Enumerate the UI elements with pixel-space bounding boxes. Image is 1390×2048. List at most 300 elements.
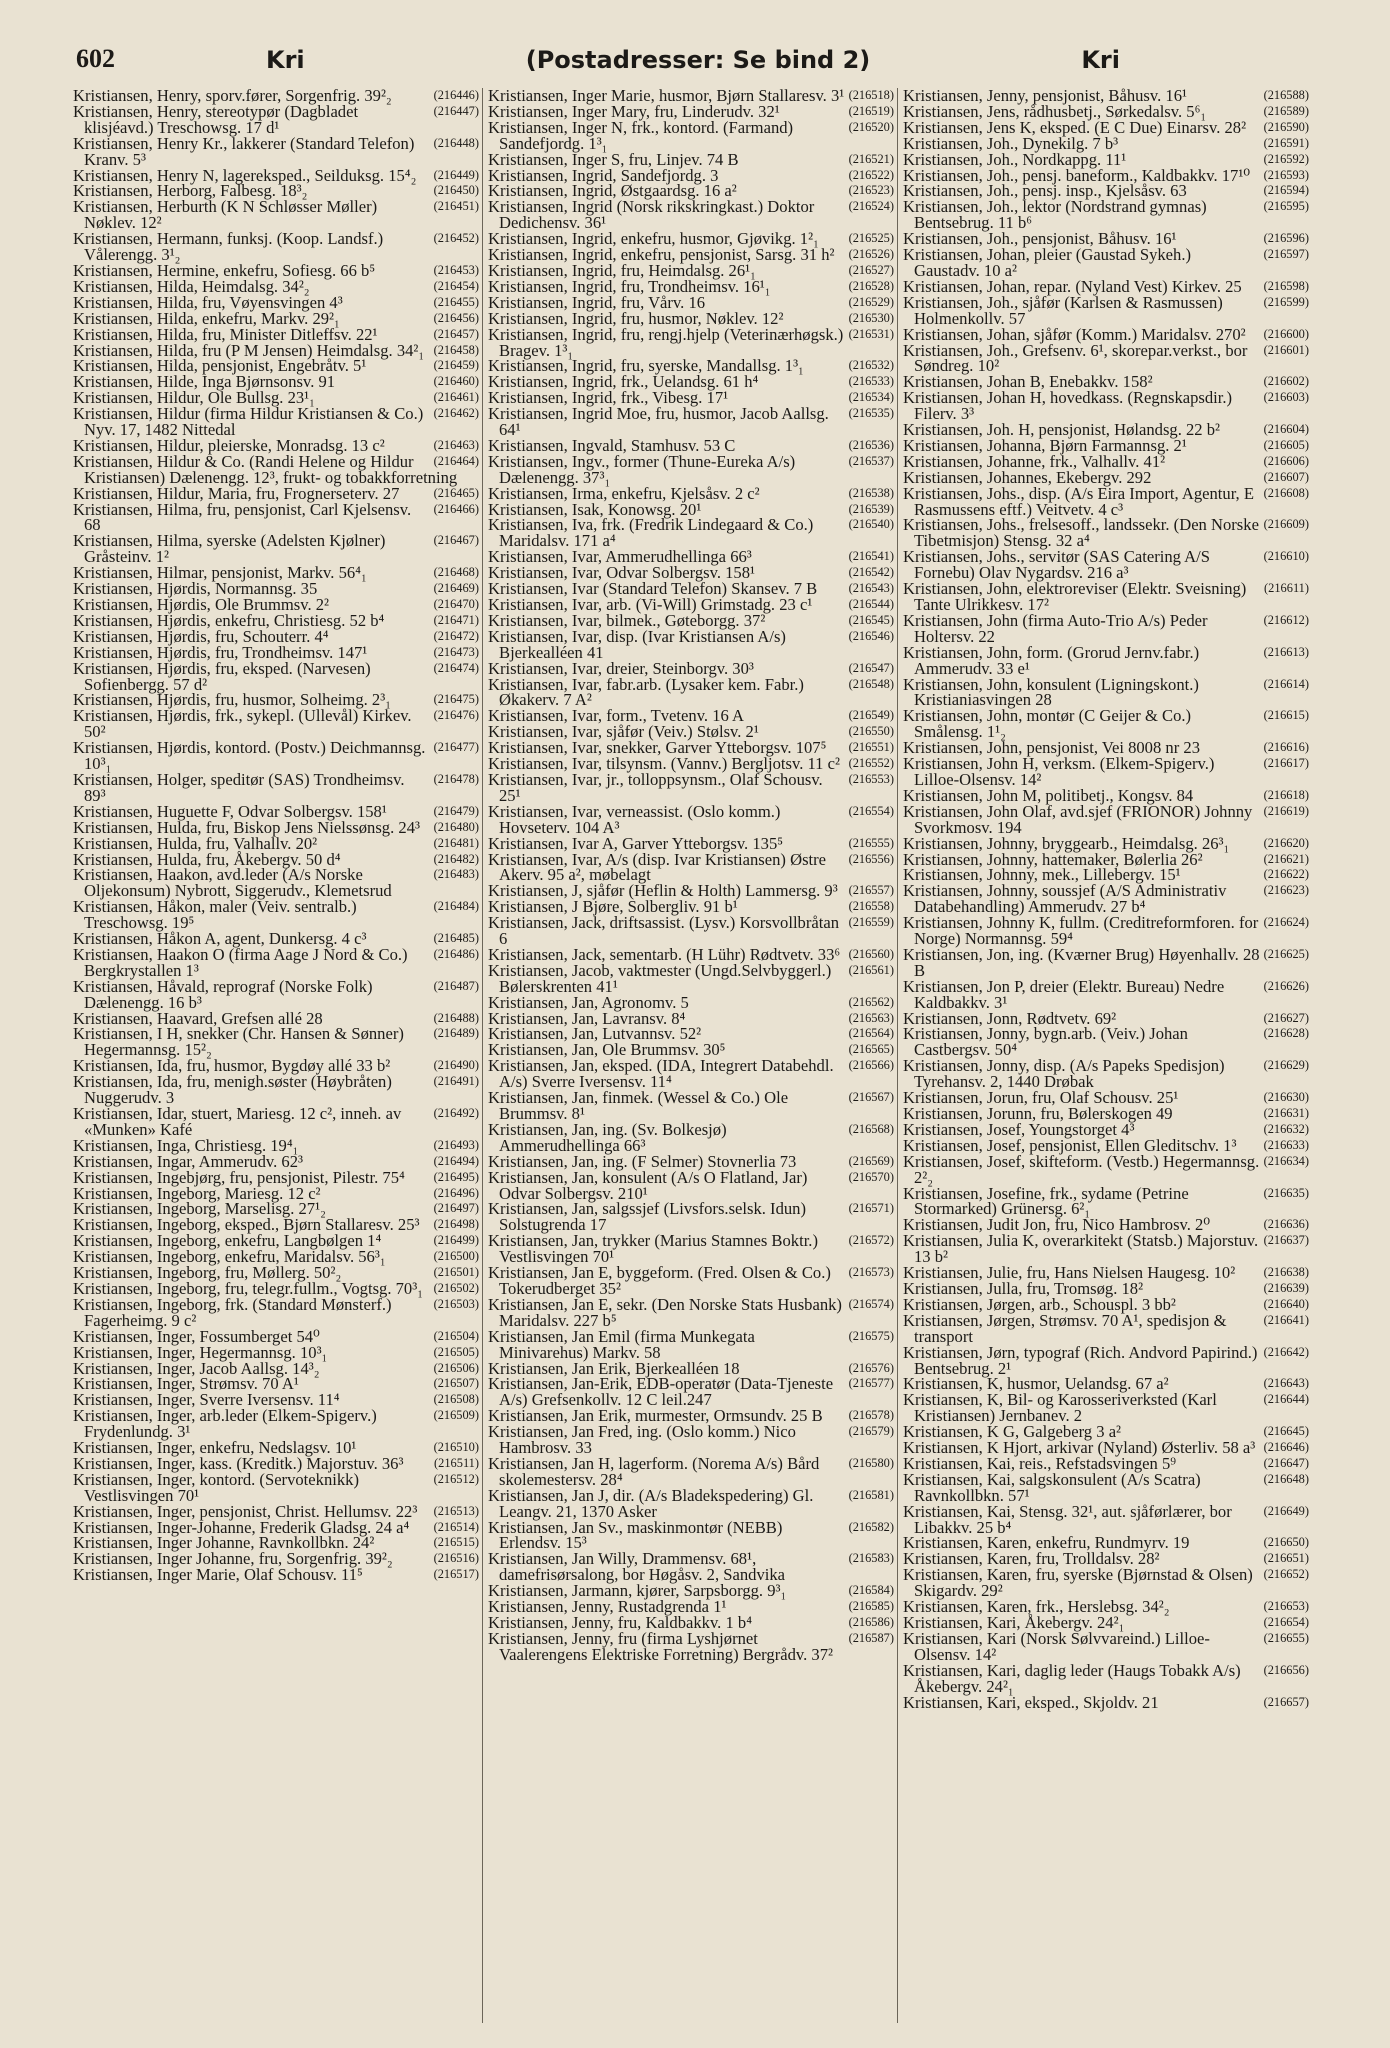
entry-text: Kristiansen, Jack, driftsassist. (Lysv.) Korsvollbråtan 6 [488, 913, 840, 949]
entry-text: Kristiansen, Jan, salgssjef (Livsfors.selsk. Idun) Solstugrenda 17 [488, 1199, 806, 1235]
entry-number: (216590) [1263, 119, 1309, 134]
entry-text: Kristiansen, Ingeborg, fru, Møllerg. 50²₂ [73, 1263, 342, 1283]
entry-text: Kristiansen, Inger, arb.leder (Elkem-Spigerv.) Frydenlundg. 3¹ [73, 1406, 377, 1442]
entry-text: Kristiansen, Josef, pensjonist, Ellen Gleditschv. 1³ [903, 1135, 1237, 1155]
entry-number: (216501) [433, 1265, 479, 1280]
entry-number: (216612) [1263, 612, 1309, 627]
entry-number: (216499) [433, 1233, 479, 1248]
entry-text: Kristiansen, Ingeborg, fru, telegr.fullm., Vogtsg. 70³₁ [73, 1278, 423, 1298]
directory-entry [903, 1151, 1309, 1187]
directory-entry [488, 1201, 894, 1233]
entry-number: (216585) [848, 1599, 894, 1614]
entry-number: (216565) [848, 1042, 894, 1057]
directory-entry [73, 740, 479, 772]
entry-number: (216540) [848, 517, 894, 532]
entry-text: Kristiansen, Kai, salgskonsulent (A/s Scatra) Ravnkollbkn. 57¹ [903, 1469, 1201, 1505]
entry-number: (216619) [1263, 803, 1309, 818]
directory-entry [488, 1119, 894, 1155]
entry-text: Kristiansen, Ingrid, fru, Heimdalsg. 26¹₁ [488, 260, 756, 280]
entry-text: Kristiansen, Kari (Norsk Sølvvareind.) Lilloe-Olsensv. 14² [903, 1628, 1210, 1664]
entry-number: (216631) [1263, 1106, 1309, 1120]
entry-text: Kristiansen, Ivar, bilmek., Gøteborgg. 37² [488, 610, 766, 630]
entry-number: (216515) [433, 1535, 479, 1550]
entry-text: Kristiansen, Ivar, dreier, Steinborgv. 30³ [488, 658, 754, 678]
entry-number: (216531) [848, 326, 894, 341]
directory-entry [488, 324, 894, 360]
entry-number: (216518) [848, 88, 894, 102]
entry-text: Kristiansen, Hilda, pensjonist, Engebråtv. 5¹ [73, 356, 367, 376]
entry-text: Kristiansen, Ivar, fabr.arb. (Lysaker kem. Fabr.) Økakerv. 7 A² [488, 674, 804, 710]
entry-text: Kristiansen, Hilda, fru, Minister Ditleffsv. 22¹ [73, 324, 378, 344]
entry-number: (216639) [1263, 1280, 1309, 1295]
entry-number: (216462) [433, 406, 479, 421]
entry-text: Kristiansen, Ivar, sjåfør (Veiv.) Stølsv. 2¹ [488, 722, 759, 742]
entry-number: (216461) [433, 390, 479, 405]
directory-entry [73, 231, 479, 263]
entry-number: (216574) [848, 1296, 894, 1311]
entry-text: Kristiansen, Kai, reis., Refstadsvingen 5⁹ [903, 1453, 1177, 1473]
entry-number: (216611) [1264, 581, 1309, 596]
directory-entry [73, 944, 479, 980]
directory-entry [488, 674, 894, 710]
entry-text: Kristiansen, Jan, eksped. (IDA, Integrert Databehdl. A/s) Sverre Iversensv. 11⁴ [488, 1056, 834, 1092]
entry-number: (216575) [848, 1328, 894, 1343]
entry-text: Kristiansen, Ivar, Ammerudhellinga 66³ [488, 547, 752, 567]
entry-text: Kristiansen, Inger Johanne, Ravnkollbkn. 24² [73, 1533, 375, 1553]
entry-text: Kristiansen, Hilda, fru (P M Jensen) Heimdalsg. 34²₁ [73, 340, 425, 360]
entry-text: Kristiansen, Henry, sporv.fører, Sorgenfrig. 39²₂ [73, 88, 392, 105]
entry-number: (216637) [1263, 1233, 1309, 1248]
entry-number: (216455) [433, 294, 479, 309]
entry-text: Kristiansen, Johnny, soussjef (A/S Administrativ Databehandling) Ammerudv. 27 b⁴ [903, 881, 1227, 917]
entry-number: (216592) [1263, 151, 1309, 166]
entry-number: (216457) [433, 326, 479, 341]
entry-text: Kristiansen, Inger, Fossumberget 54⁰ [73, 1326, 320, 1346]
entry-number: (216497) [433, 1201, 479, 1216]
entry-number: (216652) [1263, 1567, 1309, 1582]
entry-number: (216650) [1263, 1535, 1309, 1550]
directory-entry [73, 1074, 479, 1106]
entry-number: (216484) [433, 899, 479, 914]
directory-entry [903, 292, 1309, 328]
entry-text: Kristiansen, Ivar, snekker, Garver Ytteborgsv. 107⁵ [488, 738, 827, 758]
entry-number: (216628) [1263, 1026, 1309, 1041]
directory-entry [903, 483, 1309, 519]
directory-entry [73, 1106, 479, 1138]
directory-entry [73, 976, 479, 1012]
entry-number: (216593) [1263, 167, 1309, 182]
entry-number: (216634) [1263, 1153, 1309, 1168]
entry-number: (216448) [433, 135, 479, 150]
entry-number: (216589) [1263, 103, 1309, 118]
directory-entry [73, 1408, 479, 1440]
entry-text: Kristiansen, Kai, Stensg. 32¹, aut. sjåførlærer, bor Libakkv. 25 b⁴ [903, 1501, 1232, 1537]
entry-number: (216604) [1263, 422, 1309, 437]
entry-text: Kristiansen, John M, politibetj., Kongsv. 84 [903, 785, 1194, 805]
entry-text: Kristiansen, Jenny, Rustadgrenda 1¹ [488, 1597, 727, 1617]
entry-number: (216640) [1263, 1296, 1309, 1311]
entry-number: (216598) [1263, 278, 1309, 293]
column-3 [903, 88, 1309, 2023]
entry-text: Kristiansen, Ingrid, Østgaardsg. 16 a² [488, 181, 737, 201]
entry-text: Kristiansen, K, Bil- og Karosseriverksted (Karl Kristiansen) Jernbanev. 2 [903, 1390, 1217, 1426]
directory-entry [903, 1058, 1309, 1090]
entry-text: Kristiansen, Irma, enkefru, Kjelsåsv. 2 c² [488, 483, 760, 503]
entry-text: Kristiansen, J Bjøre, Solbergliv. 91 b¹ [488, 897, 738, 917]
entry-text: Kristiansen, Jenny, fru, Kaldbakkv. 1 b⁴ [488, 1613, 753, 1632]
entry-text: Kristiansen, Jan, finmek. (Wessel & Co.) Ole Brummsv. 8¹ [488, 1088, 789, 1123]
entry-number: (216475) [433, 692, 479, 707]
entry-text: Kristiansen, Haakon, avd.leder (A/s Norske Oljekonsum) Nybrott, Siggerudv., Klemetsrud [73, 865, 392, 901]
directory-entry [903, 1310, 1309, 1346]
entry-text: Kristiansen, Ingrid (Norsk rikskringkast.) Doktor Dedichensv. 36¹ [488, 197, 815, 233]
entry-number: (216577) [848, 1376, 894, 1391]
entry-number: (216586) [848, 1615, 894, 1629]
entry-text: Kristiansen, John, montør (C Geijer & Co.) Smålensg. 1¹₂ [903, 706, 1192, 742]
entry-text: Kristiansen, Johan, repar. (Nyland Vest) Kirkev. 25 [903, 276, 1242, 296]
entry-number: (216471) [433, 612, 479, 627]
entry-text: Kristiansen, Ingrid, fru, rengj.hjelp (Veterinærhøgsk.) Bragev. 1³₁ [488, 324, 844, 360]
entry-number: (216609) [1263, 517, 1309, 532]
entry-text: Kristiansen, Ingrid, frk., Vibesg. 17¹ [488, 388, 729, 408]
entry-text: Kristiansen, Hilma, fru, pensjonist, Carl Kjelsensv. 68 [73, 499, 412, 535]
directory-entry [488, 915, 894, 947]
entry-text: Kristiansen, Jenny, pensjonist, Båhusv. 16¹ [903, 88, 1187, 105]
entry-number: (216647) [1263, 1455, 1309, 1470]
entry-number: (216556) [848, 851, 894, 866]
entry-text: Kristiansen, Joh., sjåfør (Karlsen & Rasmussen) Holmenkollv. 57 [903, 292, 1223, 328]
entry-text: Kristiansen, Hildur, Maria, fru, Frognerseterv. 27 [73, 483, 400, 503]
directory-entry [488, 1485, 894, 1521]
directory-entry [488, 960, 894, 996]
directory-entry [488, 1326, 894, 1362]
entry-text: Kristiansen, Inger, kass. (Kreditk.) Majorstuv. 36³ [73, 1453, 404, 1473]
entry-text: Kristiansen, Inger Marie, husmor, Bjørn Stallaresv. 3¹ [488, 88, 845, 105]
entry-text: Kristiansen, Ivar, A/s (disp. Ivar Kristiansen) Østre Akerv. 95 a², møbelagt [488, 849, 827, 885]
entry-number: (216568) [848, 1121, 894, 1136]
column-2 [488, 88, 894, 2023]
entry-number: (216452) [433, 231, 479, 246]
entry-text: Kristiansen, Henry Kr., lakkerer (Standard Telefon) Kranv. 5³ [73, 133, 415, 169]
entry-text: Kristiansen, Johs., servitør (SAS Catering A/S Fornebu) Olav Nygardsv. 216 a³ [903, 547, 1210, 583]
entry-text: Kristiansen, Hildur, pleierske, Monradsg. 13 c² [73, 435, 385, 455]
entry-text: Kristiansen, Johs., frelsesoff., landssekr. (Den Norske Tibetmisjon) Stensg. 32 a⁴ [903, 515, 1259, 551]
entry-text: Kristiansen, John, form. (Grorud Jernv.fabr.) Ammerudv. 33 e¹ [903, 642, 1200, 678]
entry-text: Kristiansen, Haavard, Grefsen allé 28 [73, 1008, 323, 1028]
entry-number: (216467) [433, 533, 479, 548]
entry-number: (216603) [1263, 390, 1309, 405]
entry-text: Kristiansen, Joh., pensj. insp., Kjelsåsv. 63 [903, 181, 1187, 201]
entry-text: Kristiansen, Håkon A, agent, Dunkersg. 4 c³ [73, 929, 367, 949]
entry-text: Kristiansen, Jan, konsulent (A/s O Flatland, Jar) Odvar Solbergsv. 210¹ [488, 1167, 808, 1203]
entry-text: Kristiansen, Ingrid, fru, Trondheimsv. 16¹₁ [488, 276, 771, 296]
entry-number: (216539) [848, 501, 894, 516]
entry-number: (216596) [1263, 231, 1309, 246]
directory-entry [73, 199, 479, 231]
entry-text: Kristiansen, Joh., Grefsenv. 6¹, skorepar.verkst., bor Søndreg. 10² [903, 340, 1248, 376]
directory-entry [73, 406, 479, 438]
entry-number: (216618) [1263, 787, 1309, 802]
entry-text: Kristiansen, Inger Johanne, fru, Sorgenfrig. 39²₂ [73, 1549, 393, 1569]
entry-text: Kristiansen, Jørn, typograf (Rich. Andvord Papirind.) Bentsebrug. 2¹ [903, 1342, 1258, 1378]
entry-number: (216521) [848, 151, 894, 166]
entry-text: Kristiansen, Ivar, arb. (Vi-Will) Grimstadg. 23 c¹ [488, 595, 813, 614]
entry-number: (216525) [848, 231, 894, 246]
directory-entry [488, 849, 894, 885]
entry-text: Kristiansen, Idar, stuert, Mariesg. 12 c², inneh. av «Munken» Kafé [73, 1104, 402, 1139]
entry-number: (216534) [848, 390, 894, 405]
entry-text: Kristiansen, Johs., disp. (A/s Eira Import, Agentur, E Rasmussens eftf.) Veitvetv. 4 c³ [903, 483, 1254, 519]
entry-text: Kristiansen, Håkon, maler (Veiv. sentralb.) Treschowsg. 19⁵ [73, 897, 357, 933]
entry-number: (216641) [1263, 1312, 1309, 1327]
entry-number: (216546) [848, 628, 894, 643]
directory-entry [903, 944, 1309, 980]
entry-number: (216495) [433, 1169, 479, 1184]
directory-entry [903, 247, 1309, 279]
entry-text: Kristiansen, Ingrid, fru, syerske, Mandallsg. 1³₁ [488, 356, 804, 376]
directory-entry [488, 769, 894, 805]
entry-number: (216459) [433, 358, 479, 373]
entry-text: Kristiansen, K G, Galgeberg 3 a² [903, 1422, 1122, 1442]
directory-entry [73, 499, 479, 535]
directory-entry [73, 1026, 479, 1058]
entry-number: (216468) [433, 565, 479, 580]
entry-text: Kristiansen, Hilda, enkefru, Markv. 29²₁ [73, 308, 340, 328]
entry-number: (216498) [433, 1217, 479, 1232]
directory-entry [488, 517, 894, 549]
entry-number: (216454) [433, 278, 479, 293]
entry-number: (216597) [1263, 247, 1309, 262]
entry-number: (216644) [1263, 1392, 1309, 1407]
entry-number: (216623) [1263, 883, 1309, 898]
directory-entry [903, 1501, 1309, 1537]
entry-number: (216613) [1263, 644, 1309, 659]
entry-number: (216536) [848, 437, 894, 452]
entry-text: Kristiansen, Hjørdis, Normannsg. 35 [73, 579, 318, 599]
entry-number: (216554) [848, 803, 894, 818]
entry-text: Kristiansen, Joh., Nordkappg. 11¹ [903, 149, 1127, 169]
entry-number: (216516) [433, 1551, 479, 1566]
entry-text: Kristiansen, Ingeborg, frk. (Standard Mønsterf.) Fagerheimg. 9 c² [73, 1294, 392, 1330]
entry-number: (216542) [848, 565, 894, 580]
entry-text: Kristiansen, Jan E, sekr. (Den Norske Stats Husbank) Maridalsv. 227 b⁵ [488, 1294, 842, 1330]
entry-number: (216551) [848, 740, 894, 755]
entry-number: (216528) [848, 278, 894, 293]
entry-text: Kristiansen, Jan, ing. (F Selmer) Stovnerlia 73 [488, 1151, 797, 1171]
entry-text: Kristiansen, Ingeborg, enkefru, Maridalsv. 56³₁ [73, 1247, 386, 1267]
entry-number: (216493) [433, 1137, 479, 1152]
entry-number: (216638) [1263, 1265, 1309, 1280]
entry-number: (216456) [433, 310, 479, 325]
entry-text: Kristiansen, Johnny, bryggearb., Heimdalsg. 26³₁ [903, 833, 1230, 853]
entry-number: (216527) [848, 262, 894, 277]
directory-entry [903, 976, 1309, 1012]
entry-number: (216581) [848, 1487, 894, 1502]
entry-number: (216553) [848, 771, 894, 786]
entry-text: Kristiansen, Hulda, fru, Biskop Jens Nielssønsg. 24³ [73, 817, 420, 837]
entry-text: Kristiansen, Herburth (K N Schløsser Møller) Nøklev. 12² [73, 197, 378, 233]
entry-number: (216503) [433, 1296, 479, 1311]
entry-text: Kristiansen, Jack, sementarb. (H Lühr) Rødtvetv. 33⁶ [488, 944, 841, 964]
entry-number: (216560) [848, 946, 894, 961]
entry-text: Kristiansen, Jonny, disp. (A/s Papeks Spedisjon) Tyrehansv. 2, 1440 Drøbak [903, 1056, 1225, 1092]
directory-entry [903, 674, 1309, 710]
entry-number: (216486) [433, 946, 479, 961]
entry-number: (216550) [848, 724, 894, 739]
entry-number: (216564) [848, 1026, 894, 1041]
entry-text: Kristiansen, Hilma, syerske (Adelsten Kjølner) Gråsteinv. 1² [73, 531, 386, 567]
directory-entry [903, 1026, 1309, 1058]
directory-entry [73, 533, 479, 565]
directory-entry [73, 101, 479, 137]
entry-number: (216645) [1263, 1424, 1309, 1439]
entry-number: (216588) [1263, 88, 1309, 102]
directory-entry [73, 708, 479, 740]
entry-number: (216496) [433, 1185, 479, 1200]
entry-number: (216582) [848, 1519, 894, 1534]
entry-number: (216473) [433, 644, 479, 659]
entry-number: (216656) [1263, 1662, 1309, 1677]
entry-text: Kristiansen, John, pensjonist, Vei 8008 nr 23 [903, 738, 1200, 758]
entry-text: Kristiansen, Karen, enkefru, Rundmyrv. 19 [903, 1533, 1190, 1553]
entry-text: Kristiansen, Jan H, lagerform. (Norema A/s) Bård skolemestersv. 28⁴ [488, 1453, 820, 1489]
entry-number: (216537) [848, 453, 894, 468]
entry-text: Kristiansen, Kari, Åkebergv. 24²₁ [903, 1613, 1125, 1632]
entry-text: Kristiansen, Jan Sv., maskinmontør (NEBB) Erlendsv. 15³ [488, 1517, 783, 1553]
entry-number: (216635) [1263, 1185, 1309, 1200]
column-divider [482, 88, 483, 2023]
entry-text: Kristiansen, Ivar (Standard Telefon) Skansev. 7 B [488, 579, 818, 599]
directory-entry [488, 451, 894, 487]
entry-number: (216605) [1263, 437, 1309, 452]
directory-entry [903, 708, 1309, 740]
directory-entry [903, 581, 1309, 613]
entry-number: (216636) [1263, 1217, 1309, 1232]
entry-number: (216617) [1263, 756, 1309, 771]
entry-number: (216460) [433, 374, 479, 389]
entry-text: Kristiansen, Ingrid, enkefru, husmor, Gjøvikg. 1²₁ [488, 229, 819, 249]
entry-text: Kristiansen, John, konsulent (Ligningskont.) Kristianiasvingen 28 [903, 674, 1199, 710]
entry-text: Kristiansen, Jorun, fru, Olaf Schousv. 25¹ [903, 1088, 1179, 1108]
directory-entry [903, 1183, 1309, 1219]
directory-entry [903, 199, 1309, 231]
entry-number: (216494) [433, 1153, 479, 1168]
entry-text: Kristiansen, Hjørdis, Ole Brummsv. 2² [73, 595, 330, 614]
entry-number: (216583) [848, 1551, 894, 1566]
entry-text: Kristiansen, Kari, daglig leder (Haugs Tobakk A/s) Åkebergv. 24²₁ [903, 1660, 1241, 1696]
directory-entry [488, 1058, 894, 1090]
entry-number: (216601) [1263, 342, 1309, 357]
entry-number: (216481) [433, 835, 479, 850]
entry-number: (216453) [433, 262, 479, 277]
directory-entry [903, 1660, 1309, 1696]
entry-text: Kristiansen, Inger, Jacob Aallsg. 14³₂ [73, 1358, 320, 1378]
directory-columns [73, 88, 1315, 2023]
entry-number: (216505) [433, 1344, 479, 1359]
entry-text: Kristiansen, K, husmor, Uelandsg. 67 a² [903, 1374, 1169, 1394]
entry-text: Kristiansen, Hulda, fru, Åkebergv. 50 d⁴ [73, 849, 341, 869]
entry-number: (216479) [433, 803, 479, 818]
entry-text: Kristiansen, Hulda, fru, Valhallv. 20² [73, 833, 318, 853]
entry-text: Kristiansen, Jonny, bygn.arb. (Veiv.) Johan Castbergsv. 50⁴ [903, 1024, 1188, 1060]
entry-number: (216576) [848, 1360, 894, 1375]
entry-number: (216477) [433, 740, 479, 755]
entry-text: Kristiansen, Ingeborg, Mariesg. 12 c² [73, 1183, 321, 1203]
left-keyword: Kri [266, 46, 305, 74]
directory-entry [488, 626, 894, 662]
entry-number: (216446) [433, 88, 479, 102]
entry-text: Kristiansen, Josefine, frk., sydame (Petrine Stormarked) Grünersg. 6²₁ [903, 1183, 1189, 1219]
entry-text: Kristiansen, Jan Erik, murmester, Ormsundv. 25 B [488, 1406, 823, 1426]
entry-text: Kristiansen, John H, verksm. (Elkem-Spigerv.) Lilloe-Olsensv. 14² [903, 754, 1215, 789]
entry-text: Kristiansen, J, sjåfør (Heflin & Holth) Lammersg. 9³ [488, 881, 838, 901]
directory-entry [73, 451, 479, 487]
entry-text: Kristiansen, Jan Fred, ing. (Oslo komm.) Nico Hambrosv. 33 [488, 1422, 796, 1458]
entry-number: (216654) [1263, 1615, 1309, 1629]
directory-entry [488, 801, 894, 837]
entry-number: (216544) [848, 597, 894, 611]
entry-text: Kristiansen, Jan-Erik, EDB-operatør (Data-Tjeneste A/s) Grefsenkollv. 12 C leil.247 [488, 1374, 834, 1410]
entry-number: (216630) [1263, 1090, 1309, 1105]
entry-text: Kristiansen, Joh., pensj. baneform., Kaldbakkv. 17¹⁰ [903, 165, 1250, 185]
entry-number: (216470) [433, 597, 479, 611]
entry-number: (216642) [1263, 1344, 1309, 1359]
directory-entry [488, 1424, 894, 1456]
entry-number: (216532) [848, 358, 894, 373]
entry-number: (216526) [848, 247, 894, 262]
directory-entry [903, 756, 1309, 788]
entry-text: Kristiansen, Inger, pensjonist, Christ. Hellumsv. 22³ [73, 1501, 418, 1521]
entry-text: Kristiansen, Ingvald, Stamhusv. 53 C [488, 435, 736, 455]
entry-text: Kristiansen, Inger-Johanne, Frederik Gladsg. 24 a⁴ [73, 1517, 410, 1537]
entry-text: Kristiansen, Ingeborg, eksped., Bjørn Stallaresv. 25³ [73, 1215, 420, 1235]
entry-text: Kristiansen, Ivar, disp. (Ivar Kristiansen A/s) Bjerkealléen 41 [488, 626, 786, 662]
entry-number: (216465) [433, 485, 479, 500]
entry-text: Kristiansen, Johan, sjåfør (Komm.) Maridalsv. 270² [903, 324, 1246, 344]
entry-text: Kristiansen, Huguette F, Odvar Solbergsv. 158¹ [73, 801, 387, 821]
entry-text: Kristiansen, Haakon O (firma Aage J Nord & Co.) Bergkrystallen 1³ [73, 944, 408, 980]
entry-text: Kristiansen, Jan, Lutvannsv. 52² [488, 1024, 702, 1044]
entry-text: Kristiansen, Holger, speditør (SAS) Trondheimsv. 89³ [73, 769, 405, 805]
entry-number: (216633) [1263, 1137, 1309, 1152]
entry-number: (216529) [848, 294, 894, 309]
entry-text: Kristiansen, Johanne, frk., Valhallv. 41² [903, 451, 1166, 471]
entry-text: Kristiansen, Judit Jon, fru, Nico Hambrosv. 2⁰ [903, 1215, 1210, 1235]
entry-text: Kristiansen, Jonn, Rødtvetv. 69² [903, 1008, 1117, 1028]
entry-number: (216561) [848, 962, 894, 977]
entry-text: Kristiansen, Karen, fru, Trolldalsv. 28² [903, 1549, 1160, 1569]
entry-text: Kristiansen, Jørgen, Strømsv. 70 A¹, spedisjon & transport [903, 1310, 1227, 1346]
entry-number: (216607) [1263, 469, 1309, 484]
entry-number: (216608) [1263, 485, 1309, 500]
entry-text: Kristiansen, Ingeborg, enkefru, Langbølgen 1⁴ [73, 1231, 382, 1251]
entry-text: Kristiansen, Ingeborg, Marselisg. 27¹₂ [73, 1199, 326, 1219]
directory-entry [903, 610, 1309, 646]
entry-text: Kristiansen, Johanna, Bjørn Farmannsg. 2¹ [903, 435, 1187, 455]
directory-entry [488, 1167, 894, 1203]
directory-entry [73, 1294, 479, 1330]
entry-number: (216478) [433, 771, 479, 786]
entry-number: (216512) [433, 1471, 479, 1486]
entry-number: (216535) [848, 406, 894, 421]
entry-text: Kristiansen, Inger, Sverre Iversensv. 11⁴ [73, 1390, 340, 1410]
entry-text: Kristiansen, Johan B, Enebakkv. 158² [903, 372, 1153, 392]
directory-entry [488, 1294, 894, 1330]
directory-entry [73, 133, 479, 169]
entry-text: Kristiansen, Kari, eksped., Skjoldv. 21 [903, 1692, 1159, 1712]
entry-number: (216472) [433, 628, 479, 643]
entry-text: Kristiansen, Karen, fru, syerske (Bjørnstad & Olsen) Skigardv. 29² [903, 1565, 1253, 1601]
